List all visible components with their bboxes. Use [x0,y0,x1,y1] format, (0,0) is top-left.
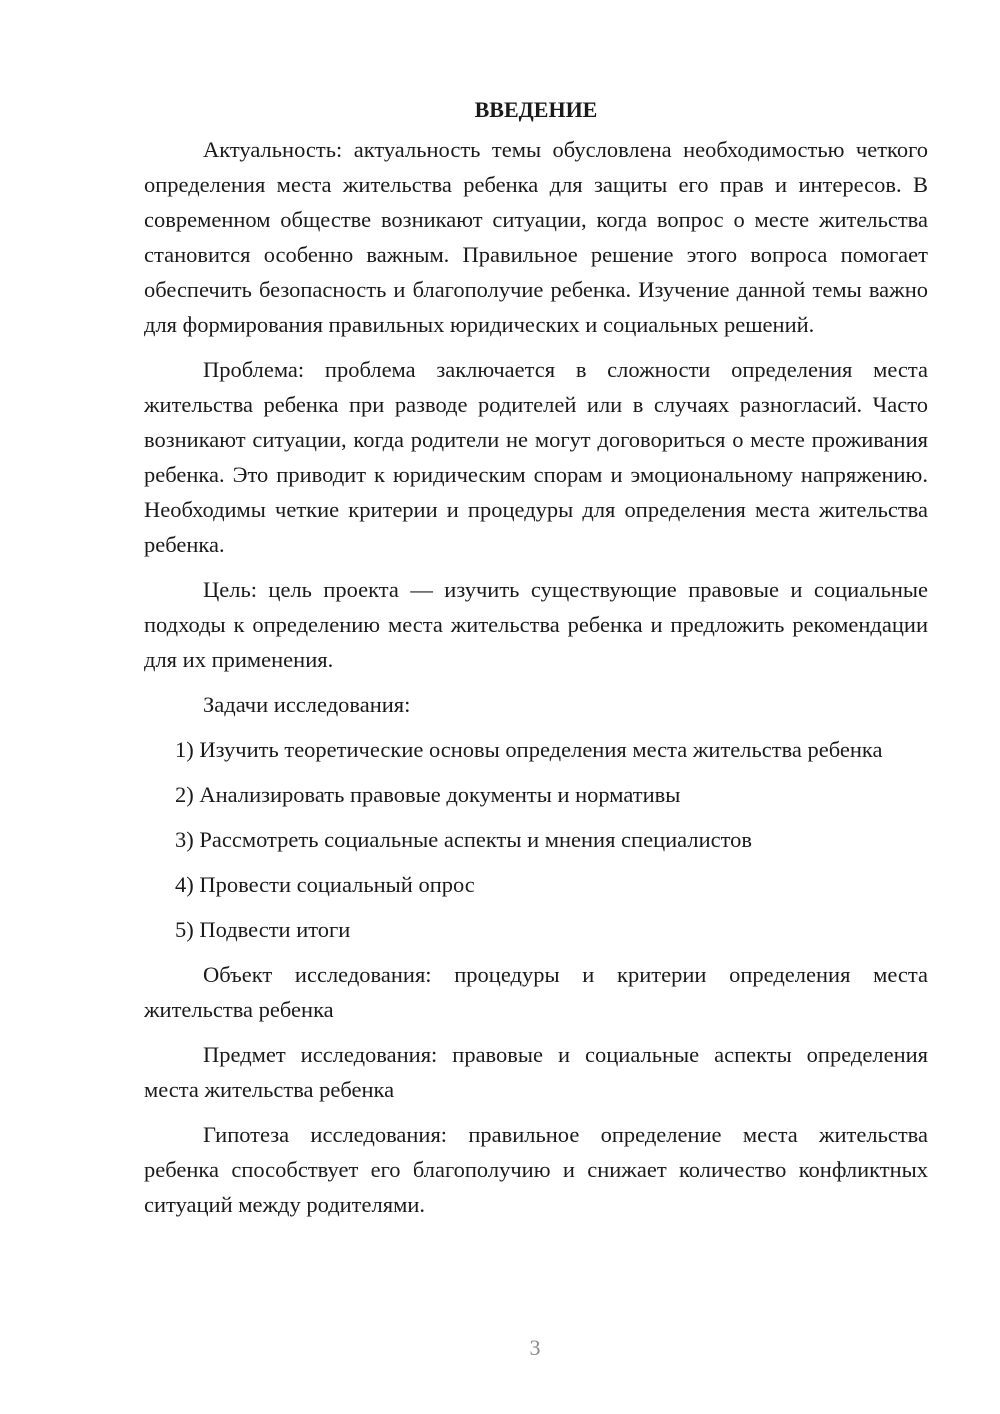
goal-paragraph: Цель: цель проекта — изучить существующие правовые и социальные подходы к определению места жительства ребенка и предложить рекомендации для их применения. [144,577,928,672]
task-item-4: 4) Провести социальный опрос [175,872,475,897]
problem-paragraph: Проблема: проблема заключается в сложности определения места жительства ребенка при разводе родителей или в случаях разногласий. Часто возникают ситуации, когда родители не могут договориться о месте проживания ребенка. Это приводит к юридическим спорам и эмоциональному напряжению. Необходимы четкие критерии и процедуры для определения места жительства ребенка. [144,357,928,557]
relevance-paragraph: Актуальность: актуальность темы обусловлена необходимостью четкого определения места жительства ребенка для защиты его прав и интересов. В современном обществе возникают ситуации, когда вопрос о месте жительства становится особенно важным. Правильное решение этого вопроса помогает обеспечить безопасность и благополучие ребенка. Изучение данной темы важно для формирования правильных юридических и социальных решений. [144,137,928,337]
task-item-3: 3) Рассмотреть социальные аспекты и мнения специалистов [175,827,753,852]
tasks-list [144,732,928,947]
object-paragraph: Объект исследования: процедуры и критерии определения места жительства ребенка [144,962,928,1022]
document-page [144,92,928,1232]
page-title: ВВЕДЕНИЕ [474,97,598,122]
tasks-heading: Задачи исследования: [203,692,411,717]
subject-paragraph: Предмет исследования: правовые и социальные аспекты определения места жительства ребенка [144,1042,928,1102]
task-item-2: 2) Анализировать правовые документы и нормативы [175,782,681,807]
page-number: 3 [529,1335,541,1360]
task-item-5: 5) Подвести итоги [175,917,351,942]
task-item-1: 1) Изучить теоретические основы определения места жительства ребенка [175,737,883,762]
hypothesis-paragraph: Гипотеза исследования: правильное определение места жительства ребенка способствует его благополучию и снижает количество конфликтных ситуаций между родителями. [144,1122,928,1217]
